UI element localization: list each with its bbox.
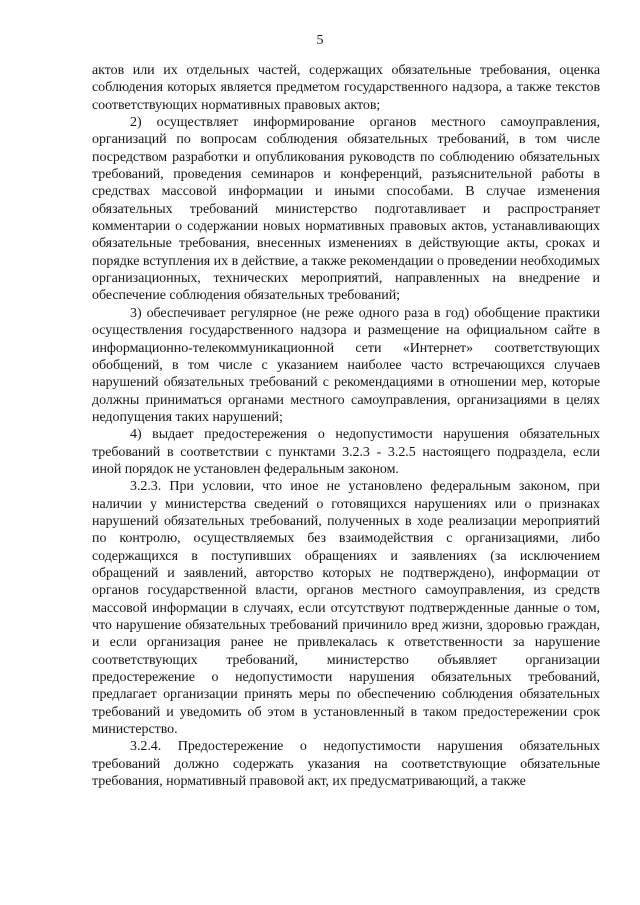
paragraph-item-3: 3) обеспечивает регулярное (не реже одного раза в год) обобщение практики осуществления государственного надзора и размещение на официальном сайте в информационно-телекоммуникационной сети «Интернет» соответствующих обобщений, в том числе с указанием наиболее часто встречающихся случаев нарушений обязательных требований с рекомендациями в отношении мер, которые должны приниматься органами местного самоуправления, организациями в целях недопущения таких нарушений; [92, 305, 600, 425]
paragraph-section-3-2-4: 3.2.4. Предостережение о недопустимости нарушения обязательных требований должно содержать указания на соответствующие обязательные требования, нормативный правовой акт, их предусматривающий, а также [92, 739, 600, 790]
document-body [92, 62, 600, 790]
page-number: 5 [316, 33, 324, 48]
paragraph-continuation: актов или их отдельных частей, содержащих обязательные требования, оценка соблюдения которых является предметом государственного надзора, а также текстов соответствующих нормативных правовых актов; [92, 63, 600, 113]
paragraph-item-4: 4) выдает предостережения о недопустимости нарушения обязательных требований в соответствии с пунктами 3.2.3 - 3.2.5 настоящего подраздела, если иной порядок не установлен федеральным законом. [92, 427, 600, 477]
paragraph-section-3-2-3: 3.2.3. При условии, что иное не установлено федеральным законом, при наличии у министерства сведений о готовящихся нарушениях или о признаках нарушений обязательных требований, полученных в ходе реализации мероприятий по контролю, осуществляемых без взаимодействия с организациями, либо содержащихся в поступивших обращениях и заявлениях (за исключением обращений и заявлений, авторство которых не подтверждено), информации от органов государственной власти, органов местного самоуправления, из средств массовой информации в случаях, если отсутствуют подтвержденные данные о том, что нарушение обязательных требований причинило вред жизни, здоровью граждан, и если организация ранее не привлекалась к ответственности за нарушение соответствующих требований, министерство объявляет организации предостережение о недопустимости нарушения обязательных требований, предлагает организации принять меры по обеспечению соблюдения обязательных требований и уведомить об этом в установленный в таком предостережении срок министерство. [92, 479, 600, 738]
paragraph-item-2: 2) осуществляет информирование органов местного самоуправления, организаций по вопросам соблюдения обязательных требований, в том числе посредством разработки и опубликования руководств по соблюдению обязательных требований, проведения семинаров и конференций, разъяснительной работы в средствах массовой информации и иными способами. В случае изменения обязательных требований министерство подготавливает и распространяет комментарии о содержании новых нормативных правовых актов, устанавливающих обязательные требования, внесенных изменениях в действующие акты, сроках и порядке вступления их в действие, а также рекомендации о проведении необходимых организационных, технических мероприятий, направленных на внедрение и обеспечение соблюдения обязательных требований; [92, 115, 600, 304]
